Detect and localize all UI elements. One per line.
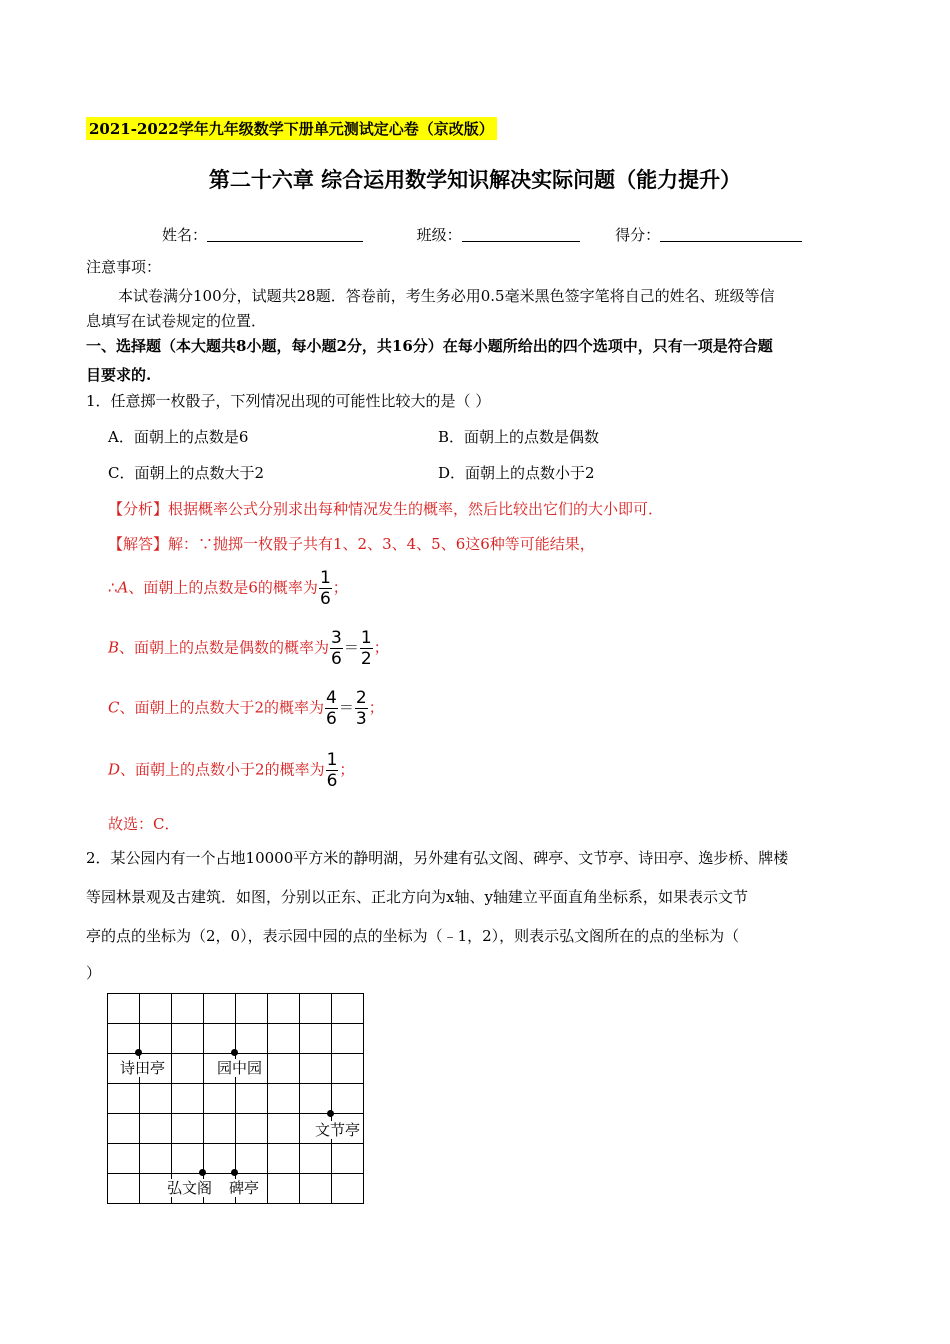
line-c-text: 、面朝上的点数大于2的概率为 [119,698,325,717]
fraction-numerator: 1 [319,568,331,588]
fraction-denominator: 6 [326,771,338,791]
grid-vertical-line [267,993,268,1203]
point-wenjie [327,1110,334,1117]
semicolon: ； [339,760,355,779]
label-beiting: 碑亭 [229,1179,260,1197]
fraction-denominator: 6 [319,589,331,609]
q1-stem: 1．任意掷一枚骰子，下列情况出现的可能性比较大的是（ ） [86,392,491,410]
equals-sign: ＝ [338,698,354,717]
therefore-symbol: ∴ [108,578,118,597]
fraction-denominator: 6 [326,709,337,729]
score-label: 得分： [615,226,661,244]
q1-line-d [108,750,354,791]
letter-d: D [108,760,121,779]
grid-vertical-line [299,993,300,1203]
notice-line-1: 本试卷满分100分，试题共28题．答卷前，考生务必用0.5毫米黑色签字笔将自己的姓名、班级等信 [118,287,775,305]
fraction-b1 [330,628,343,669]
letter-c: C [108,698,120,717]
grid-horizontal-line [107,1143,364,1144]
label-yuanzhong: 园中园 [217,1059,263,1077]
grid-horizontal-line [107,1023,364,1024]
q1-line-c [108,688,384,729]
semicolon: ； [373,638,389,657]
fraction-numerator: 2 [355,688,367,708]
label-hongwen: 弘文阁 [167,1179,213,1197]
header-highlight: 2021-2022学年九年级数学下册单元测试定心卷（京改版） [86,117,497,140]
score-blank [660,227,802,242]
class-label: 班级： [416,226,462,244]
q2-line-3: 亭的点的坐标为（2，0），表示园中园的点的坐标为（﹣1，2），则表示弘文阁所在的点的坐标为（ [86,927,740,945]
fraction-denominator: 3 [355,709,367,729]
fraction-numerator: 1 [360,628,372,648]
name-label: 姓名： [162,226,208,244]
fraction-numerator: 1 [326,750,338,770]
info-fields [162,224,802,245]
q1-analysis: 【分析】根据概率公式分别求出每种情况发生的概率，然后比较出它们的大小即可． [108,500,664,518]
q1-option-d: D．面朝上的点数小于2 [438,464,595,482]
grid-horizontal-line [107,1203,364,1204]
q1-line-b [108,628,389,669]
grid-horizontal-line [107,993,364,994]
grid-vertical-line [139,993,140,1203]
fraction-denominator: 6 [331,649,342,669]
grid-horizontal-line [107,1113,364,1114]
q2-line-2: 等园林景观及古建筑．如图，分别以正东、正北方向为x轴、y轴建立平面直角坐标系，如果表示文节 [86,888,748,906]
semicolon: ； [332,578,348,597]
q1-conclusion: 故选：C． [108,815,180,833]
q2-line-4: ） [86,964,102,982]
letter-a: A [117,578,129,597]
line-b-text: 、面朝上的点数是偶数的概率为 [119,638,330,657]
line-a-text: 、面朝上的点数是6的概率为 [128,578,318,597]
fraction-a [319,568,332,609]
notice-line-2: 息填写在试卷规定的位置． [86,312,267,330]
fraction-c1 [325,688,338,729]
label-wenjie: 文节亭 [315,1121,361,1139]
grid-vertical-line [171,993,172,1203]
fraction-numerator: 4 [326,688,337,708]
section-heading-1: 一、选择题（本大题共8小题，每小题2分，共16分）在每小题所给出的四个选项中，只有一项是符合题 [86,337,773,355]
fraction-c2 [355,688,368,729]
section-heading-2: 目要求的. [86,366,152,384]
equals-sign: ＝ [343,638,359,657]
point-beiting [231,1169,238,1176]
grid-vertical-line [363,993,364,1203]
class-blank [462,227,580,242]
page-title: 第二十六章 综合运用数学知识解决实际问题（能力提升） [208,168,742,192]
fraction-b2 [360,628,373,669]
grid-vertical-line [331,993,332,1203]
point-shitian [135,1049,142,1056]
notice-label: 注意事项： [86,258,162,276]
coordinate-grid [107,993,363,1203]
q2-line-1: 2．某公园内有一个占地10000平方米的静明湖，另外建有弘文阁、碑亭、文节亭、诗田亭、逸步桥、牌楼 [86,849,789,867]
line-d-text: 、面朝上的点数小于2的概率为 [120,760,325,779]
fraction-d [326,750,339,791]
semicolon: ； [368,698,384,717]
q1-line-a [108,568,348,609]
label-shitian: 诗田亭 [120,1059,166,1077]
q1-option-a: A．面朝上的点数是6 [108,428,249,446]
grid-horizontal-line [107,1083,364,1084]
q1-answer-intro: 【解答】解：∵抛掷一枚骰子共有1、2、3、4、5、6这6种等可能结果， [108,535,595,553]
point-yuanzhong [231,1049,238,1056]
point-hongwen [199,1169,206,1176]
fraction-numerator: 3 [331,628,342,648]
q1-option-b: B．面朝上的点数是偶数 [438,428,600,446]
name-blank [207,227,363,242]
fraction-denominator: 2 [360,649,372,669]
q1-option-c: C．面朝上的点数大于2 [108,464,265,482]
grid-vertical-line [107,993,108,1203]
letter-b: B [108,638,120,657]
